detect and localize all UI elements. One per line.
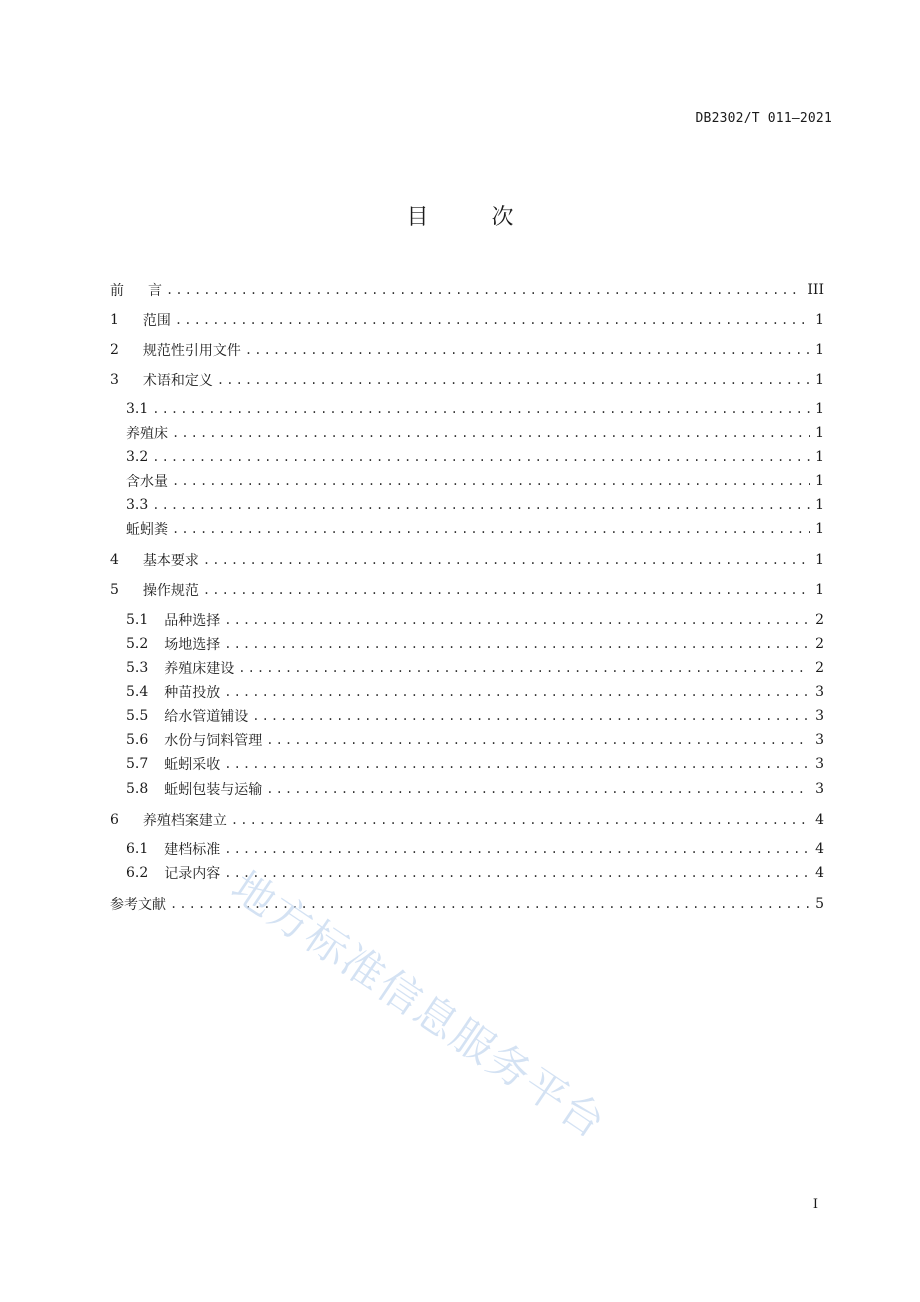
toc-entry-page: 1 xyxy=(815,521,824,537)
toc-entry-page: 5 xyxy=(815,896,824,912)
toc-entry-page: 4 xyxy=(815,865,824,881)
toc-entry-label: 术语和定义 xyxy=(142,373,213,389)
toc-entry[interactable] xyxy=(126,754,824,774)
toc-entry-number: 5.7 xyxy=(126,756,149,772)
toc-entry[interactable] xyxy=(110,280,824,300)
toc-entry-label: 养殖床建设 xyxy=(164,661,235,677)
toc-entry-label: 3.2 xyxy=(126,449,149,465)
toc-entry-label: 含水量 xyxy=(126,474,168,490)
toc-entry-label: 言 xyxy=(148,283,162,299)
toc-entry-page: 3 xyxy=(815,756,824,772)
toc-entry-page: 3 xyxy=(815,732,824,748)
toc-entry[interactable] xyxy=(126,779,824,799)
toc-entry-page: 4 xyxy=(815,841,824,857)
toc-dot-leader xyxy=(172,426,810,440)
toc-entry-page: III xyxy=(807,282,824,298)
toc-entry[interactable] xyxy=(110,310,824,330)
toc-dot-leader xyxy=(203,553,810,567)
toc-dot-leader xyxy=(266,782,810,796)
toc-entry-page: 3 xyxy=(815,781,824,797)
toc-entry-page: 2 xyxy=(815,612,824,628)
toc-entry-label: 养殖档案建立 xyxy=(142,813,227,829)
toc-dot-leader xyxy=(166,283,803,297)
toc-entry-label: 建档标准 xyxy=(164,842,221,858)
toc-entry-number: 5.5 xyxy=(126,708,149,724)
toc-entry[interactable] xyxy=(126,610,824,630)
toc-entry[interactable] xyxy=(110,550,824,570)
toc-entry-number: 4 xyxy=(110,552,119,568)
toc-dot-leader xyxy=(231,813,810,827)
toc-entry-number: 5 xyxy=(110,582,119,598)
toc-entry-label: 3.3 xyxy=(126,497,149,513)
toc-entry-number: 前 xyxy=(110,283,124,299)
toc-entry-number: 2 xyxy=(110,342,119,358)
toc-entry[interactable] xyxy=(126,839,824,859)
toc-entry-page: 2 xyxy=(815,660,824,676)
toc-entry-label: 基本要求 xyxy=(142,553,199,569)
toc-entry[interactable] xyxy=(126,634,824,654)
toc-dot-leader xyxy=(175,313,810,327)
toc-entry[interactable] xyxy=(126,730,824,750)
toc-entry-number: 1 xyxy=(110,312,119,328)
toc-entry[interactable] xyxy=(110,370,824,390)
toc-dot-leader xyxy=(217,373,810,387)
toc-entry-number: 3 xyxy=(110,372,119,388)
toc-entry[interactable] xyxy=(126,682,824,702)
toc-entry[interactable] xyxy=(126,471,824,491)
toc-entry-label: 种苗投放 xyxy=(164,685,221,701)
toc-entry-page: 1 xyxy=(815,582,824,598)
toc-entry-label: 操作规范 xyxy=(142,583,199,599)
toc-dot-leader xyxy=(172,474,810,488)
toc-entry-page: 1 xyxy=(815,401,824,417)
toc-dot-leader xyxy=(238,661,810,675)
toc-entry[interactable] xyxy=(126,447,824,467)
toc-entry-number: 5.3 xyxy=(126,660,149,676)
toc-entry-label: 蚯蚓采收 xyxy=(164,757,221,773)
toc-entry-page: 3 xyxy=(815,684,824,700)
toc-entry-label: 养殖床 xyxy=(126,426,168,442)
toc-dot-leader xyxy=(170,897,810,911)
toc-dot-leader xyxy=(224,866,810,880)
toc-entry-number: 6 xyxy=(110,812,119,828)
toc-entry-page: 1 xyxy=(815,312,824,328)
toc-dot-leader xyxy=(266,733,810,747)
toc-entry-page: 1 xyxy=(815,552,824,568)
toc-dot-leader xyxy=(224,757,810,771)
toc-entry-number: 6.2 xyxy=(126,865,149,881)
toc-entry[interactable] xyxy=(126,399,824,419)
toc-entry-page: 1 xyxy=(815,497,824,513)
toc-entry-number: 5.4 xyxy=(126,684,149,700)
watermark: 地方标准信息服务平台 xyxy=(222,861,616,1149)
toc-entry[interactable] xyxy=(110,810,824,830)
toc-entry-number: 6.1 xyxy=(126,841,149,857)
toc-entry[interactable] xyxy=(126,863,824,883)
toc-entry-page: 1 xyxy=(815,425,824,441)
toc-entry-label: 参考文献 xyxy=(110,897,166,913)
toc-entry-label: 蚯蚓粪 xyxy=(126,522,168,538)
toc-entry-page: 1 xyxy=(815,473,824,489)
toc-entry[interactable] xyxy=(110,894,824,914)
toc-dot-leader xyxy=(252,709,810,723)
toc-entry-label: 给水管道铺设 xyxy=(164,709,249,725)
toc-entry-label: 规范性引用文件 xyxy=(142,343,241,359)
toc-entry[interactable] xyxy=(110,340,824,360)
toc-dot-leader xyxy=(224,685,810,699)
toc-entry-page: 2 xyxy=(815,636,824,652)
toc-dot-leader xyxy=(172,522,810,536)
toc-entry[interactable] xyxy=(126,423,824,443)
toc-entry-label: 水份与饲料管理 xyxy=(164,733,263,749)
toc-entry-label: 范围 xyxy=(142,313,171,329)
toc-entry-page: 3 xyxy=(815,708,824,724)
toc-entry[interactable] xyxy=(126,495,824,515)
toc-entry-page: 1 xyxy=(815,342,824,358)
toc-entry[interactable] xyxy=(126,519,824,539)
toc-dot-leader xyxy=(245,343,810,357)
toc-entry[interactable] xyxy=(110,580,824,600)
toc-entry-page: 1 xyxy=(815,449,824,465)
toc-dot-leader xyxy=(224,842,810,856)
toc-entry-number: 5.1 xyxy=(126,612,149,628)
toc-entry[interactable] xyxy=(126,706,824,726)
toc-entry-label: 场地选择 xyxy=(164,637,221,653)
toc-entry-label: 品种选择 xyxy=(164,613,221,629)
toc-entry-label: 蚯蚓包装与运输 xyxy=(164,782,263,798)
toc-entry-number: 5.8 xyxy=(126,781,149,797)
document-code: DB2302/T 011—2021 xyxy=(695,111,832,126)
toc-entry-page: 4 xyxy=(815,812,824,828)
toc-title: 目 次 xyxy=(406,205,542,230)
toc-dot-leader xyxy=(224,637,810,651)
toc-dot-leader xyxy=(152,450,810,464)
toc-dot-leader xyxy=(152,402,810,416)
toc-dot-leader xyxy=(224,613,810,627)
toc-dot-leader xyxy=(203,583,810,597)
toc-entry-number: 5.6 xyxy=(126,732,149,748)
toc-dot-leader xyxy=(152,498,810,512)
toc-entry-number: 5.2 xyxy=(126,636,149,652)
page-number: I xyxy=(812,1197,818,1212)
toc-entry-label: 记录内容 xyxy=(164,866,221,882)
toc-entry-label: 3.1 xyxy=(126,401,149,417)
toc-entry[interactable] xyxy=(126,658,824,678)
toc-entry-page: 1 xyxy=(815,372,824,388)
